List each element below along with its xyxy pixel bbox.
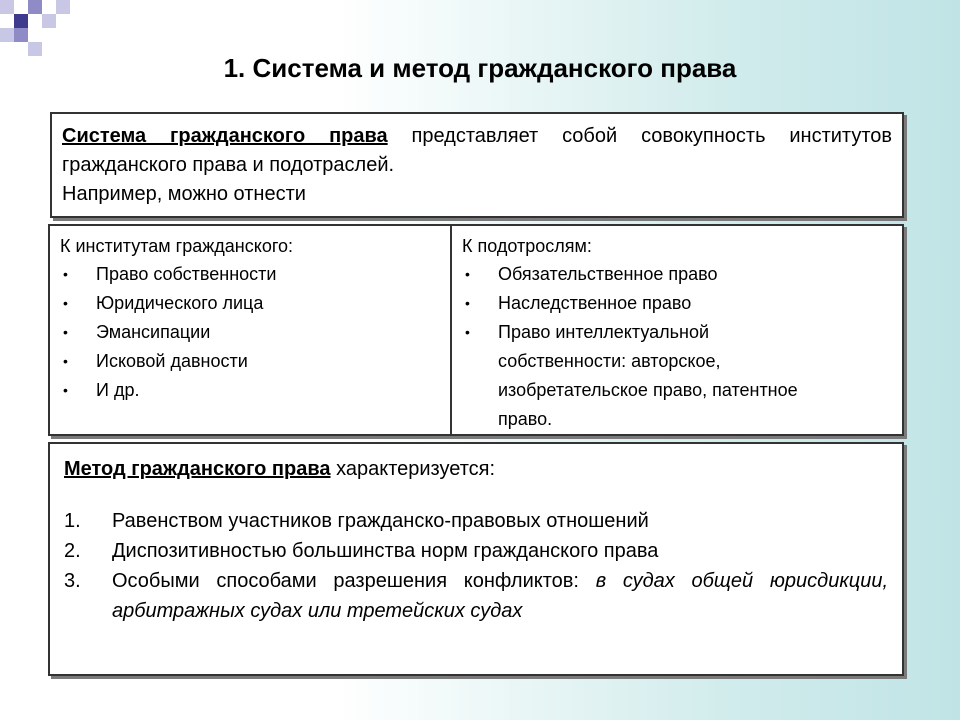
list-item: [64, 566, 888, 626]
deco-square: [14, 14, 28, 28]
list-item-italic-text: в судах общей юрисдикции, арбитражных судах или третейских судах: [112, 570, 888, 622]
list-item: [462, 318, 892, 434]
list-item: [64, 536, 888, 566]
list-item-text: Юридического лица: [96, 293, 264, 313]
list-item-text: Эмансипации: [96, 322, 211, 342]
institutes-heading: К институтам гражданского:: [60, 236, 294, 256]
bullet-icon: •: [63, 382, 68, 398]
deco-square: [14, 28, 28, 42]
system-term: Система гражданского права: [62, 125, 388, 147]
method-heading: [64, 454, 888, 484]
system-text: представляет собой совокупность институтов гражданского права и подотраслей.: [62, 125, 893, 176]
list-item-text: И др.: [96, 380, 140, 400]
list-item: [462, 289, 892, 318]
bullet-icon: •: [465, 266, 470, 282]
list-number: 3.: [64, 570, 81, 592]
list-item: [60, 376, 440, 405]
list-number: 2.: [64, 540, 81, 562]
deco-square: [0, 0, 14, 14]
bullet-icon: •: [465, 324, 470, 340]
subbranches-column: [452, 226, 902, 434]
deco-square: [56, 0, 70, 14]
list-item: [60, 318, 440, 347]
list-item: [60, 347, 440, 376]
list-item: [64, 506, 888, 536]
list-item-text: Право собственности: [96, 264, 277, 284]
method-text: характеризуется:: [330, 458, 496, 480]
subbranches-list: [462, 260, 892, 434]
list-item-text: Право интеллектуальной собственности: авторское, изобретательское право, патентное право.: [498, 322, 798, 429]
list-item: [60, 260, 440, 289]
deco-square: [28, 0, 42, 14]
method-term: Метод гражданского права: [64, 458, 331, 480]
system-example: Например, можно отнести: [62, 183, 306, 205]
list-item-text: Особыми способами разрешения конфликтов:: [112, 570, 596, 592]
list-number: 1.: [64, 510, 81, 532]
list-item-text: Исковой давности: [96, 351, 248, 371]
list-item-text: Равенством участников гражданско-правовых отношений: [112, 510, 649, 532]
list-item: [60, 289, 440, 318]
bullet-icon: •: [63, 324, 68, 340]
bullet-icon: •: [63, 266, 68, 282]
subbranches-heading: К подотрослям:: [462, 236, 592, 256]
system-definition-box: [50, 112, 904, 218]
list-item-text: Диспозитивностью большинства норм гражданского права: [112, 540, 659, 562]
deco-square: [0, 28, 14, 42]
bullet-icon: •: [465, 295, 470, 311]
list-item-text: Обязательственное право: [498, 264, 718, 284]
institutes-list: [60, 260, 440, 405]
method-list: [64, 506, 888, 626]
method-box: [48, 442, 904, 676]
examples-box: [48, 224, 904, 436]
bullet-icon: •: [63, 353, 68, 369]
institutes-column: [50, 226, 452, 434]
list-item-text: Наследственное право: [498, 293, 692, 313]
deco-square: [42, 14, 56, 28]
list-item: [462, 260, 892, 289]
bullet-icon: •: [63, 295, 68, 311]
page-title: 1. Система и метод гражданского права: [223, 53, 737, 83]
